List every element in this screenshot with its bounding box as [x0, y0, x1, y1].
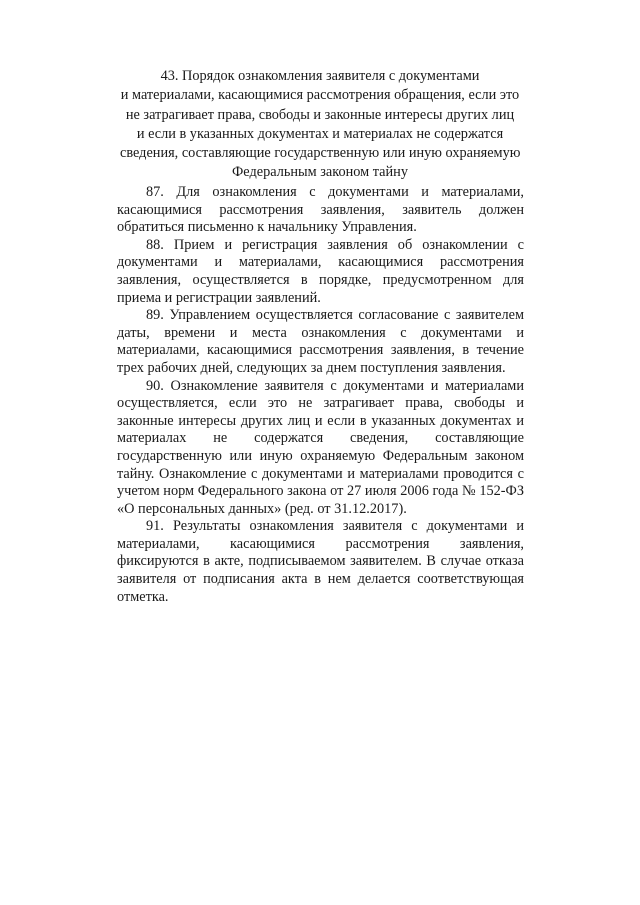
paragraph-87: 87. Для ознакомления с документами и материалами, касающимися рассмотрения заявления, заявитель должен обратиться письменно к начальнику Управления. — [117, 184, 524, 236]
document-body — [117, 184, 524, 606]
heading-line: не затрагивает права, свободы и законные интересы других лиц — [125, 106, 515, 123]
heading-line: сведения, составляющие государственную или иную охраняемую — [120, 145, 521, 162]
heading-line: 43. Порядок ознакомления заявителя с документами — [160, 68, 480, 84]
heading-line: и если в указанных документах и материалах не содержатся — [136, 125, 504, 142]
paragraph-90: 90. Ознакомление заявителя с документами и материалами осуществляется, если это не затрагивает права, свободы и законные интересы других лиц и если в указанных документах и материалах не содержатся сведения, составляющие государственную или иную охраняемую Федеральным законом тайну. Ознакомление с документами и материалами проводится с учетом норм Федерального закона от 27 июля 2006 года № 152-ФЗ «О персональных данных» (ред. от 31.12.2017). — [117, 377, 524, 517]
section-heading — [120, 67, 520, 183]
heading-line: и материалами, касающимися рассмотрения обращения, если это — [120, 87, 520, 104]
paragraph-89: 89. Управлением осуществляется согласование с заявителем даты, времени и места ознакомления с документами и материалами, касающимися рассмотрения заявления, в течение трех рабочих дней, следующих за днем поступления заявления. — [117, 307, 524, 376]
heading-line: Федеральным законом тайну — [232, 164, 408, 181]
paragraph-91: 91. Результаты ознакомления заявителя с документами и материалами, касающимися рассмотрения заявления, фиксируются в акте, подписываемом заявителем. В случае отказа заявителя от подписания акта в нем делается соответствующая отметка. — [117, 518, 524, 605]
paragraph-88: 88. Прием и регистрация заявления об ознакомлении с документами и материалами, касающимися рассмотрения заявления, осуществляется в порядке, предусмотренном для приема и регистрации заявлений. — [117, 236, 524, 306]
